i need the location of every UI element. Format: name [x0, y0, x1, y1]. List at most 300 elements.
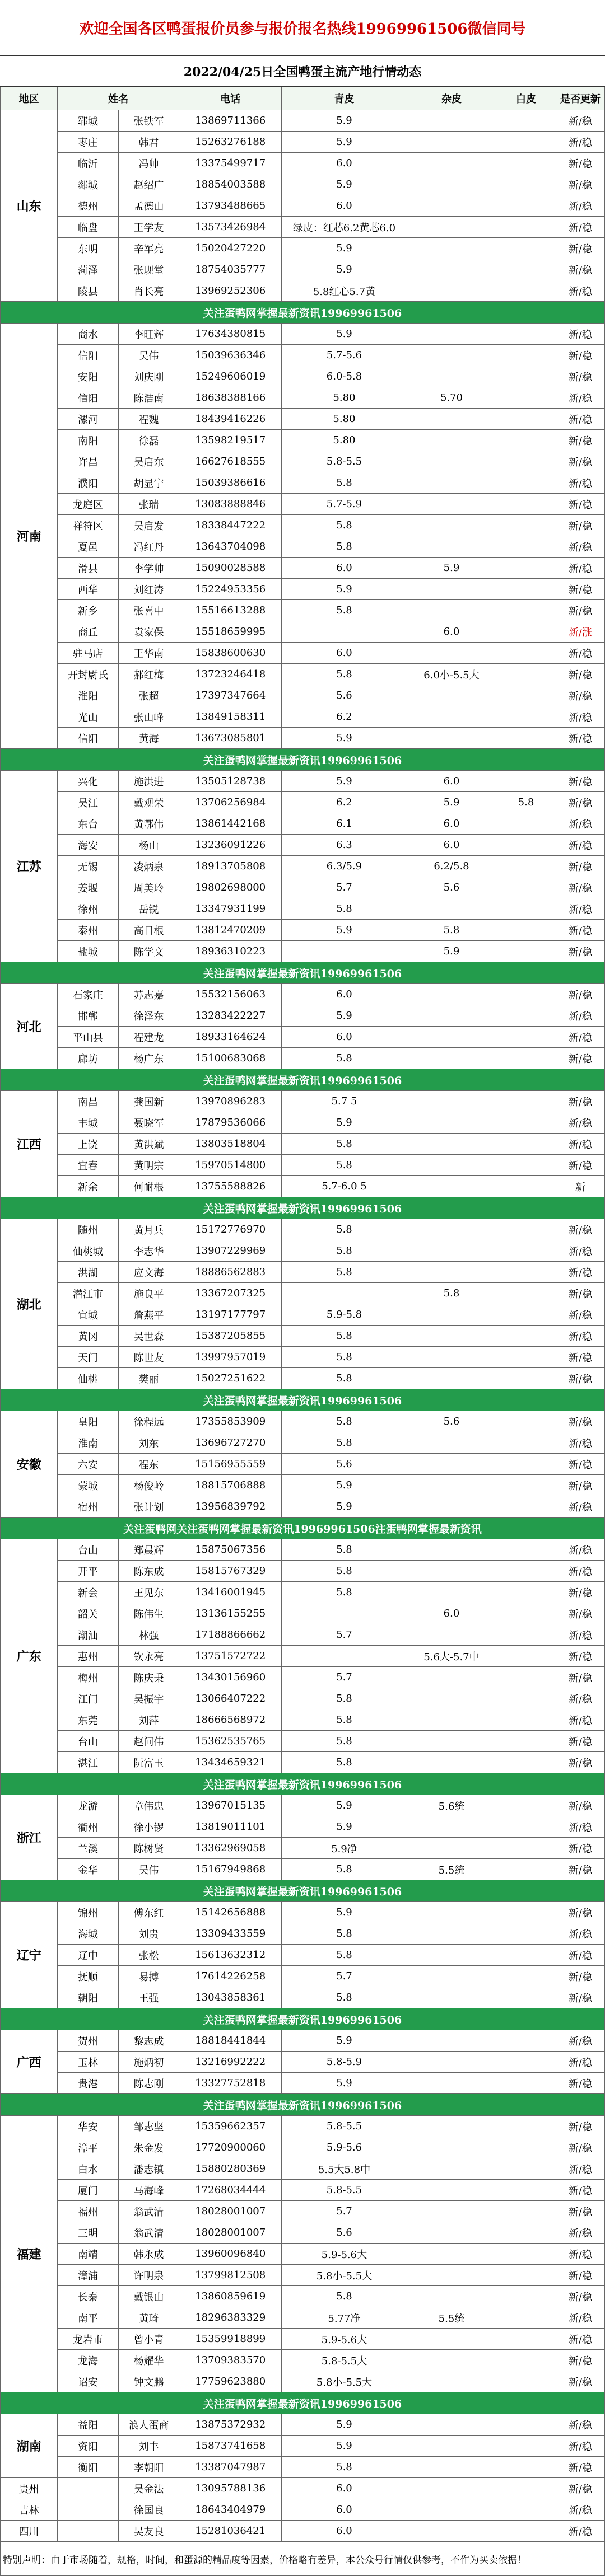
- green-shell-price-cell: 5.8: [282, 1561, 407, 1582]
- contact-name-cell: 刘红涛: [118, 579, 179, 600]
- mixed-shell-price-cell: [407, 600, 496, 621]
- city-cell: 郯城: [58, 174, 119, 195]
- column-header-name: 姓名: [58, 87, 179, 110]
- white-shell-price-cell: [496, 2371, 556, 2392]
- city-cell: 宿州: [58, 1496, 119, 1518]
- white-shell-price-cell: [496, 2137, 556, 2158]
- update-status-cell: 新/稳: [556, 1646, 604, 1667]
- update-status-cell: 新: [556, 1176, 604, 1197]
- promo-banner-text: 关注蛋鸭网掌握最新资讯19969961506: [1, 1069, 605, 1091]
- contact-name-cell: 刘贵: [118, 1923, 179, 1945]
- contact-name-cell: 陈伟生: [118, 1603, 179, 1624]
- contact-name-cell: 吴振宇: [118, 1688, 179, 1709]
- contact-name-cell: 黄洪斌: [118, 1134, 179, 1155]
- white-shell-price-cell: [496, 685, 556, 706]
- update-status-cell: 新/稳: [556, 835, 604, 856]
- mixed-shell-price-cell: [407, 2414, 496, 2436]
- city-cell: 厦门: [58, 2180, 119, 2201]
- white-shell-price-cell: [496, 1368, 556, 1389]
- update-status-cell: 新/稳: [556, 813, 604, 835]
- white-shell-price-cell: [496, 1838, 556, 1859]
- phone-cell: 13673085801: [179, 728, 282, 749]
- contact-name-cell: 黄月兵: [118, 1219, 179, 1240]
- phone-cell: 13960096840: [179, 2244, 282, 2265]
- city-cell: [58, 2521, 119, 2542]
- phone-cell: 13283422227: [179, 1005, 282, 1027]
- contact-name-cell: 高日根: [118, 920, 179, 941]
- city-cell: 无锡: [58, 856, 119, 877]
- city-cell: 白水: [58, 2158, 119, 2180]
- contact-name-cell: 施洪进: [118, 771, 179, 792]
- contact-name-cell: 王华南: [118, 643, 179, 664]
- mixed-shell-price-cell: [407, 1752, 496, 1773]
- promo-banner: [1, 1197, 605, 1219]
- table-row: [1, 2521, 605, 2542]
- mixed-shell-price-cell: [407, 1923, 496, 1945]
- white-shell-price-cell: [496, 2222, 556, 2244]
- phone-cell: 13434659321: [179, 1752, 282, 1773]
- green-shell-price-cell: 5.8小-5.5大: [282, 2371, 407, 2392]
- green-shell-price-cell: 5.9净: [282, 1838, 407, 1859]
- contact-name-cell: 吴启东: [118, 451, 179, 472]
- mixed-shell-price-cell: 6.0: [407, 1603, 496, 1624]
- city-cell: 廊坊: [58, 1048, 119, 1069]
- phone-cell: 13643704098: [179, 536, 282, 558]
- contact-name-cell: 戴观荣: [118, 792, 179, 813]
- region-cell: 湖南: [1, 2414, 58, 2478]
- update-status-cell: 新/稳: [556, 238, 604, 259]
- page-title: 欢迎全国各区鸭蛋报价员参与报价报名热线19969961506微信同号: [0, 0, 605, 56]
- disclaimer-note: 特别声明：由于市场随着，规格，时间，和蛋源的精品度等因素，价格略有差异，本公众号行情仅供参考，不作为买卖依据！: [1, 2542, 605, 2576]
- contact-name-cell: 邹志坚: [118, 2116, 179, 2137]
- table-row: [1, 2371, 605, 2392]
- update-status-cell: 新/稳: [556, 920, 604, 941]
- green-shell-price-cell: 5.7: [282, 1667, 407, 1688]
- green-shell-price-cell: 5.8: [282, 2286, 407, 2307]
- update-status-cell: 新/稳: [556, 324, 604, 345]
- city-cell: 商水: [58, 324, 119, 345]
- contact-name-cell: 李朝阳: [118, 2457, 179, 2478]
- update-status-cell: 新/稳: [556, 280, 604, 302]
- promo-banner: [1, 749, 605, 771]
- mixed-shell-price-cell: [407, 195, 496, 217]
- green-shell-price-cell: 6.3: [282, 835, 407, 856]
- update-status-cell: 新/稳: [556, 132, 604, 153]
- table-row: [1, 1219, 605, 1240]
- table-row: [1, 1304, 605, 1326]
- table-row: [1, 1475, 605, 1496]
- table-row: [1, 1603, 605, 1624]
- white-shell-price-cell: [496, 2180, 556, 2201]
- update-status-cell: 新/稳: [556, 1902, 604, 1923]
- update-status-cell: 新/稳: [556, 1240, 604, 1262]
- white-shell-price-cell: [496, 1987, 556, 2008]
- table-row: [1, 1966, 605, 1987]
- mixed-shell-price-cell: [407, 1475, 496, 1496]
- mixed-shell-price-cell: [407, 1304, 496, 1326]
- white-shell-price-cell: [496, 1091, 556, 1112]
- contact-name-cell: 戴银山: [118, 2286, 179, 2307]
- contact-name-cell: 吴世森: [118, 1326, 179, 1347]
- table-row: [1, 558, 605, 579]
- city-cell: 龙海: [58, 2350, 119, 2371]
- city-cell: 金华: [58, 1859, 119, 1880]
- mixed-shell-price-cell: [407, 1240, 496, 1262]
- white-shell-price-cell: [496, 217, 556, 238]
- phone-cell: 15224953356: [179, 579, 282, 600]
- mixed-shell-price-cell: [407, 1091, 496, 1112]
- mixed-shell-price-cell: 6.0小-5.5大: [407, 664, 496, 685]
- green-shell-price-cell: 5.8: [282, 1582, 407, 1603]
- update-status-cell: 新/稳: [556, 877, 604, 898]
- mixed-shell-price-cell: [407, 1688, 496, 1709]
- city-cell: 仙桃: [58, 1368, 119, 1389]
- green-shell-price-cell: 5.8: [282, 1539, 407, 1561]
- green-shell-price-cell: 5.8: [282, 1987, 407, 2008]
- green-shell-price-cell: 5.8: [282, 1326, 407, 1347]
- city-cell: 东台: [58, 813, 119, 835]
- contact-name-cell: 浪人蛋商: [118, 2414, 179, 2436]
- city-cell: 泰州: [58, 920, 119, 941]
- mixed-shell-price-cell: [407, 345, 496, 366]
- update-status-cell: 新/稳: [556, 1923, 604, 1945]
- region-cell: 山东: [1, 110, 58, 302]
- update-status-cell: 新/稳: [556, 1112, 604, 1134]
- city-cell: 濮阳: [58, 472, 119, 494]
- city-cell: 衢州: [58, 1816, 119, 1838]
- table-row: [1, 2265, 605, 2286]
- green-shell-price-cell: 5.8: [282, 1731, 407, 1752]
- green-shell-price-cell: 5.8: [282, 1859, 407, 1880]
- table-row: [1, 1539, 605, 1561]
- phone-cell: 15970514800: [179, 1155, 282, 1176]
- city-cell: 益阳: [58, 2414, 119, 2436]
- green-shell-price-cell: 5.9: [282, 1475, 407, 1496]
- contact-name-cell: 张铁军: [118, 110, 179, 132]
- contact-name-cell: 王见东: [118, 1582, 179, 1603]
- phone-cell: 13799812508: [179, 2265, 282, 2286]
- green-shell-price-cell: 5.9: [282, 1112, 407, 1134]
- city-cell: 三明: [58, 2222, 119, 2244]
- phone-cell: 13849158311: [179, 706, 282, 728]
- white-shell-price-cell: [496, 643, 556, 664]
- green-shell-price-cell: 5.80: [282, 409, 407, 430]
- phone-cell: 13598219517: [179, 430, 282, 451]
- table-row: [1, 984, 605, 1005]
- green-shell-price-cell: 5.8: [282, 1368, 407, 1389]
- phone-cell: 17188866662: [179, 1624, 282, 1646]
- phone-cell: 15090028588: [179, 558, 282, 579]
- white-shell-price-cell: [496, 1561, 556, 1582]
- white-shell-price-cell: [496, 1112, 556, 1134]
- white-shell-price-cell: [496, 1432, 556, 1454]
- table-row: [1, 387, 605, 409]
- contact-name-cell: 杨广东: [118, 1048, 179, 1069]
- green-shell-price-cell: 5.8: [282, 515, 407, 536]
- green-shell-price-cell: 5.7-5.6: [282, 345, 407, 366]
- contact-name-cell: 朱金发: [118, 2137, 179, 2158]
- update-status-cell: 新/稳: [556, 1027, 604, 1048]
- white-shell-price-cell: [496, 409, 556, 430]
- phone-cell: 15838600630: [179, 643, 282, 664]
- city-cell: 临盘: [58, 217, 119, 238]
- green-shell-price-cell: [282, 1646, 407, 1667]
- table-row: [1, 1005, 605, 1027]
- city-cell: 石家庄: [58, 984, 119, 1005]
- phone-cell: 13793488665: [179, 195, 282, 217]
- column-header-4: 是否更新: [556, 87, 604, 110]
- green-shell-price-cell: 5.7: [282, 2201, 407, 2222]
- green-shell-price-cell: 6.0: [282, 195, 407, 217]
- update-status-cell: 新/稳: [556, 472, 604, 494]
- table-row: [1, 621, 605, 643]
- contact-name-cell: 王强: [118, 1987, 179, 2008]
- city-cell: 梅州: [58, 1667, 119, 1688]
- mixed-shell-price-cell: [407, 1561, 496, 1582]
- update-status-cell: 新/稳: [556, 2478, 604, 2499]
- white-shell-price-cell: [496, 2030, 556, 2052]
- city-cell: 姜堰: [58, 877, 119, 898]
- region-cell: 广东: [1, 1539, 58, 1773]
- contact-name-cell: 傅东红: [118, 1902, 179, 1923]
- promo-banner-text: 关注蛋鸭网掌握最新资讯19969961506: [1, 962, 605, 984]
- mixed-shell-price-cell: [407, 1347, 496, 1368]
- contact-name-cell: 李旺辉: [118, 324, 179, 345]
- green-shell-price-cell: 5.9-5.6大: [282, 2244, 407, 2265]
- city-cell: 韶关: [58, 1603, 119, 1624]
- white-shell-price-cell: [496, 430, 556, 451]
- mixed-shell-price-cell: [407, 2030, 496, 2052]
- contact-name-cell: 阮富玉: [118, 1752, 179, 1773]
- contact-name-cell: 王学友: [118, 217, 179, 238]
- update-status-cell: 新/稳: [556, 706, 604, 728]
- city-cell: 郓城: [58, 110, 119, 132]
- mixed-shell-price-cell: [407, 1838, 496, 1859]
- mixed-shell-price-cell: [407, 153, 496, 174]
- city-cell: 仙桃城: [58, 1240, 119, 1262]
- contact-name-cell: 施炳初: [118, 2052, 179, 2073]
- contact-name-cell: 吴伟: [118, 345, 179, 366]
- promo-banner: [1, 2008, 605, 2030]
- phone-cell: 13706256984: [179, 792, 282, 813]
- white-shell-price-cell: [496, 835, 556, 856]
- mixed-shell-price-cell: [407, 706, 496, 728]
- green-shell-price-cell: 5.9: [282, 132, 407, 153]
- contact-name-cell: 岳锐: [118, 898, 179, 920]
- white-shell-price-cell: [496, 1155, 556, 1176]
- white-shell-price-cell: [496, 898, 556, 920]
- city-cell: 黄冈: [58, 1326, 119, 1347]
- contact-name-cell: 李志华: [118, 1240, 179, 1262]
- city-cell: 台山: [58, 1539, 119, 1561]
- phone-cell: 13043858361: [179, 1987, 282, 2008]
- table-row: [1, 835, 605, 856]
- phone-cell: 18933164624: [179, 1027, 282, 1048]
- green-shell-price-cell: 5.6: [282, 1454, 407, 1475]
- phone-cell: 13803518804: [179, 1134, 282, 1155]
- update-status-cell: 新/稳: [556, 1454, 604, 1475]
- white-shell-price-cell: [496, 366, 556, 387]
- table-row: [1, 1091, 605, 1112]
- update-status-cell: 新/稳: [556, 217, 604, 238]
- green-shell-price-cell: 5.7 5: [282, 1091, 407, 1112]
- update-status-cell: 新/稳: [556, 1048, 604, 1069]
- city-cell: [58, 2478, 119, 2499]
- update-status-cell: 新/稳: [556, 2201, 604, 2222]
- white-shell-price-cell: [496, 451, 556, 472]
- table-row: [1, 2222, 605, 2244]
- phone-cell: 13751572722: [179, 1646, 282, 1667]
- table-row: [1, 174, 605, 195]
- table-row: [1, 1347, 605, 1368]
- city-cell: 辽中: [58, 1945, 119, 1966]
- phone-cell: 16627618555: [179, 451, 282, 472]
- contact-name-cell: 杨俊岭: [118, 1475, 179, 1496]
- white-shell-price-cell: [496, 280, 556, 302]
- phone-cell: 15873741658: [179, 2436, 282, 2457]
- table-row: [1, 536, 605, 558]
- phone-cell: 15156955559: [179, 1454, 282, 1475]
- update-status-cell: 新/稳: [556, 728, 604, 749]
- price-table: [0, 87, 605, 2576]
- update-status-cell: 新/稳: [556, 387, 604, 409]
- table-row: [1, 430, 605, 451]
- green-shell-price-cell: 5.8: [282, 1134, 407, 1155]
- green-shell-price-cell: 5.6: [282, 2222, 407, 2244]
- mixed-shell-price-cell: [407, 898, 496, 920]
- mixed-shell-price-cell: [407, 2073, 496, 2094]
- city-cell: 朝阳: [58, 1987, 119, 2008]
- phone-cell: 13083888846: [179, 494, 282, 515]
- city-cell: 诏安: [58, 2371, 119, 2392]
- promo-banner: [1, 1069, 605, 1091]
- contact-name-cell: 张松: [118, 1945, 179, 1966]
- table-row: [1, 2478, 605, 2499]
- promo-banner: [1, 2094, 605, 2116]
- contact-name-cell: 翁武清: [118, 2201, 179, 2222]
- phone-cell: 15172776970: [179, 1219, 282, 1240]
- green-shell-price-cell: 5.8: [282, 1709, 407, 1731]
- contact-name-cell: 刘萍: [118, 1709, 179, 1731]
- contact-name-cell: 赵问伟: [118, 1731, 179, 1752]
- table-row: [1, 1048, 605, 1069]
- update-status-cell: 新/稳: [556, 430, 604, 451]
- white-shell-price-cell: [496, 2436, 556, 2457]
- region-cell: 江苏: [1, 771, 58, 962]
- phone-cell: 15359918899: [179, 2329, 282, 2350]
- city-cell: 锦州: [58, 1902, 119, 1923]
- phone-cell: 13136155255: [179, 1603, 282, 1624]
- white-shell-price-cell: [496, 600, 556, 621]
- green-shell-price-cell: 5.9: [282, 324, 407, 345]
- mixed-shell-price-cell: [407, 2137, 496, 2158]
- region-cell: 广西: [1, 2030, 58, 2094]
- city-cell: 龙游: [58, 1795, 119, 1816]
- green-shell-price-cell: 5.9-5.8: [282, 1304, 407, 1326]
- city-cell: 宜城: [58, 1304, 119, 1326]
- white-shell-price-cell: [496, 941, 556, 962]
- phone-cell: 18818441844: [179, 2030, 282, 2052]
- region-cell: 辽宁: [1, 1902, 58, 2008]
- city-cell: 徐州: [58, 898, 119, 920]
- update-status-cell: 新/稳: [556, 2457, 604, 2478]
- phone-cell: 13860859619: [179, 2286, 282, 2307]
- update-status-cell: 新/稳: [556, 1539, 604, 1561]
- contact-name-cell: 施良平: [118, 1283, 179, 1304]
- promo-banner-text: 关注蛋鸭网掌握最新资讯19969961506: [1, 1773, 605, 1795]
- table-row: [1, 2286, 605, 2307]
- mixed-shell-price-cell: [407, 2201, 496, 2222]
- green-shell-price-cell: 6.2: [282, 706, 407, 728]
- contact-name-cell: 郝红梅: [118, 664, 179, 685]
- phone-cell: 13387047987: [179, 2457, 282, 2478]
- white-shell-price-cell: [496, 2052, 556, 2073]
- city-cell: 西华: [58, 579, 119, 600]
- table-row: [1, 110, 605, 132]
- mixed-shell-price-cell: [407, 1709, 496, 1731]
- update-status-cell: 新/稳: [556, 2371, 604, 2392]
- city-cell: 菏泽: [58, 259, 119, 280]
- contact-name-cell: 徐磊: [118, 430, 179, 451]
- green-shell-price-cell: 5.8: [282, 1155, 407, 1176]
- table-row: [1, 2158, 605, 2180]
- city-cell: 潜江市: [58, 1283, 119, 1304]
- phone-cell: 13970896283: [179, 1091, 282, 1112]
- contact-name-cell: 潘志镇: [118, 2158, 179, 2180]
- table-row: [1, 1496, 605, 1518]
- update-status-cell: 新/稳: [556, 1603, 604, 1624]
- green-shell-price-cell: 6.0: [282, 643, 407, 664]
- update-status-cell: 新/稳: [556, 643, 604, 664]
- mixed-shell-price-cell: [407, 409, 496, 430]
- contact-name-cell: 林强: [118, 1624, 179, 1646]
- city-cell: 邯郸: [58, 1005, 119, 1027]
- promo-banner-text: 关注蛋鸭网掌握最新资讯19969961506: [1, 2008, 605, 2030]
- update-status-cell: 新/稳: [556, 2436, 604, 2457]
- table-row: [1, 345, 605, 366]
- mixed-shell-price-cell: [407, 2286, 496, 2307]
- phone-cell: 13505128738: [179, 771, 282, 792]
- table-row: [1, 898, 605, 920]
- phone-cell: 13430156960: [179, 1667, 282, 1688]
- table-row: [1, 1240, 605, 1262]
- city-cell: 贺州: [58, 2030, 119, 2052]
- promo-banner-text: 关注蛋鸭网掌握最新资讯19969961506: [1, 1389, 605, 1411]
- phone-cell: 18638388166: [179, 387, 282, 409]
- mixed-shell-price-cell: 5.6: [407, 877, 496, 898]
- contact-name-cell: 杨山: [118, 835, 179, 856]
- city-cell: 宜春: [58, 1155, 119, 1176]
- table-row: [1, 1432, 605, 1454]
- table-row: [1, 1859, 605, 1880]
- mixed-shell-price-cell: [407, 984, 496, 1005]
- table-row: [1, 153, 605, 174]
- contact-name-cell: 应文海: [118, 1262, 179, 1283]
- phone-cell: 19802698000: [179, 877, 282, 898]
- white-shell-price-cell: [496, 1624, 556, 1646]
- promo-banner: [1, 962, 605, 984]
- phone-cell: 15020427220: [179, 238, 282, 259]
- mixed-shell-price-cell: 5.6大-5.7中: [407, 1646, 496, 1667]
- white-shell-price-cell: [496, 1923, 556, 1945]
- white-shell-price-cell: [496, 1582, 556, 1603]
- table-row: [1, 195, 605, 217]
- phone-cell: 17720900060: [179, 2137, 282, 2158]
- mixed-shell-price-cell: 5.8: [407, 1283, 496, 1304]
- update-status-cell: 新/稳: [556, 1475, 604, 1496]
- update-status-cell: 新/稳: [556, 2137, 604, 2158]
- mixed-shell-price-cell: [407, 324, 496, 345]
